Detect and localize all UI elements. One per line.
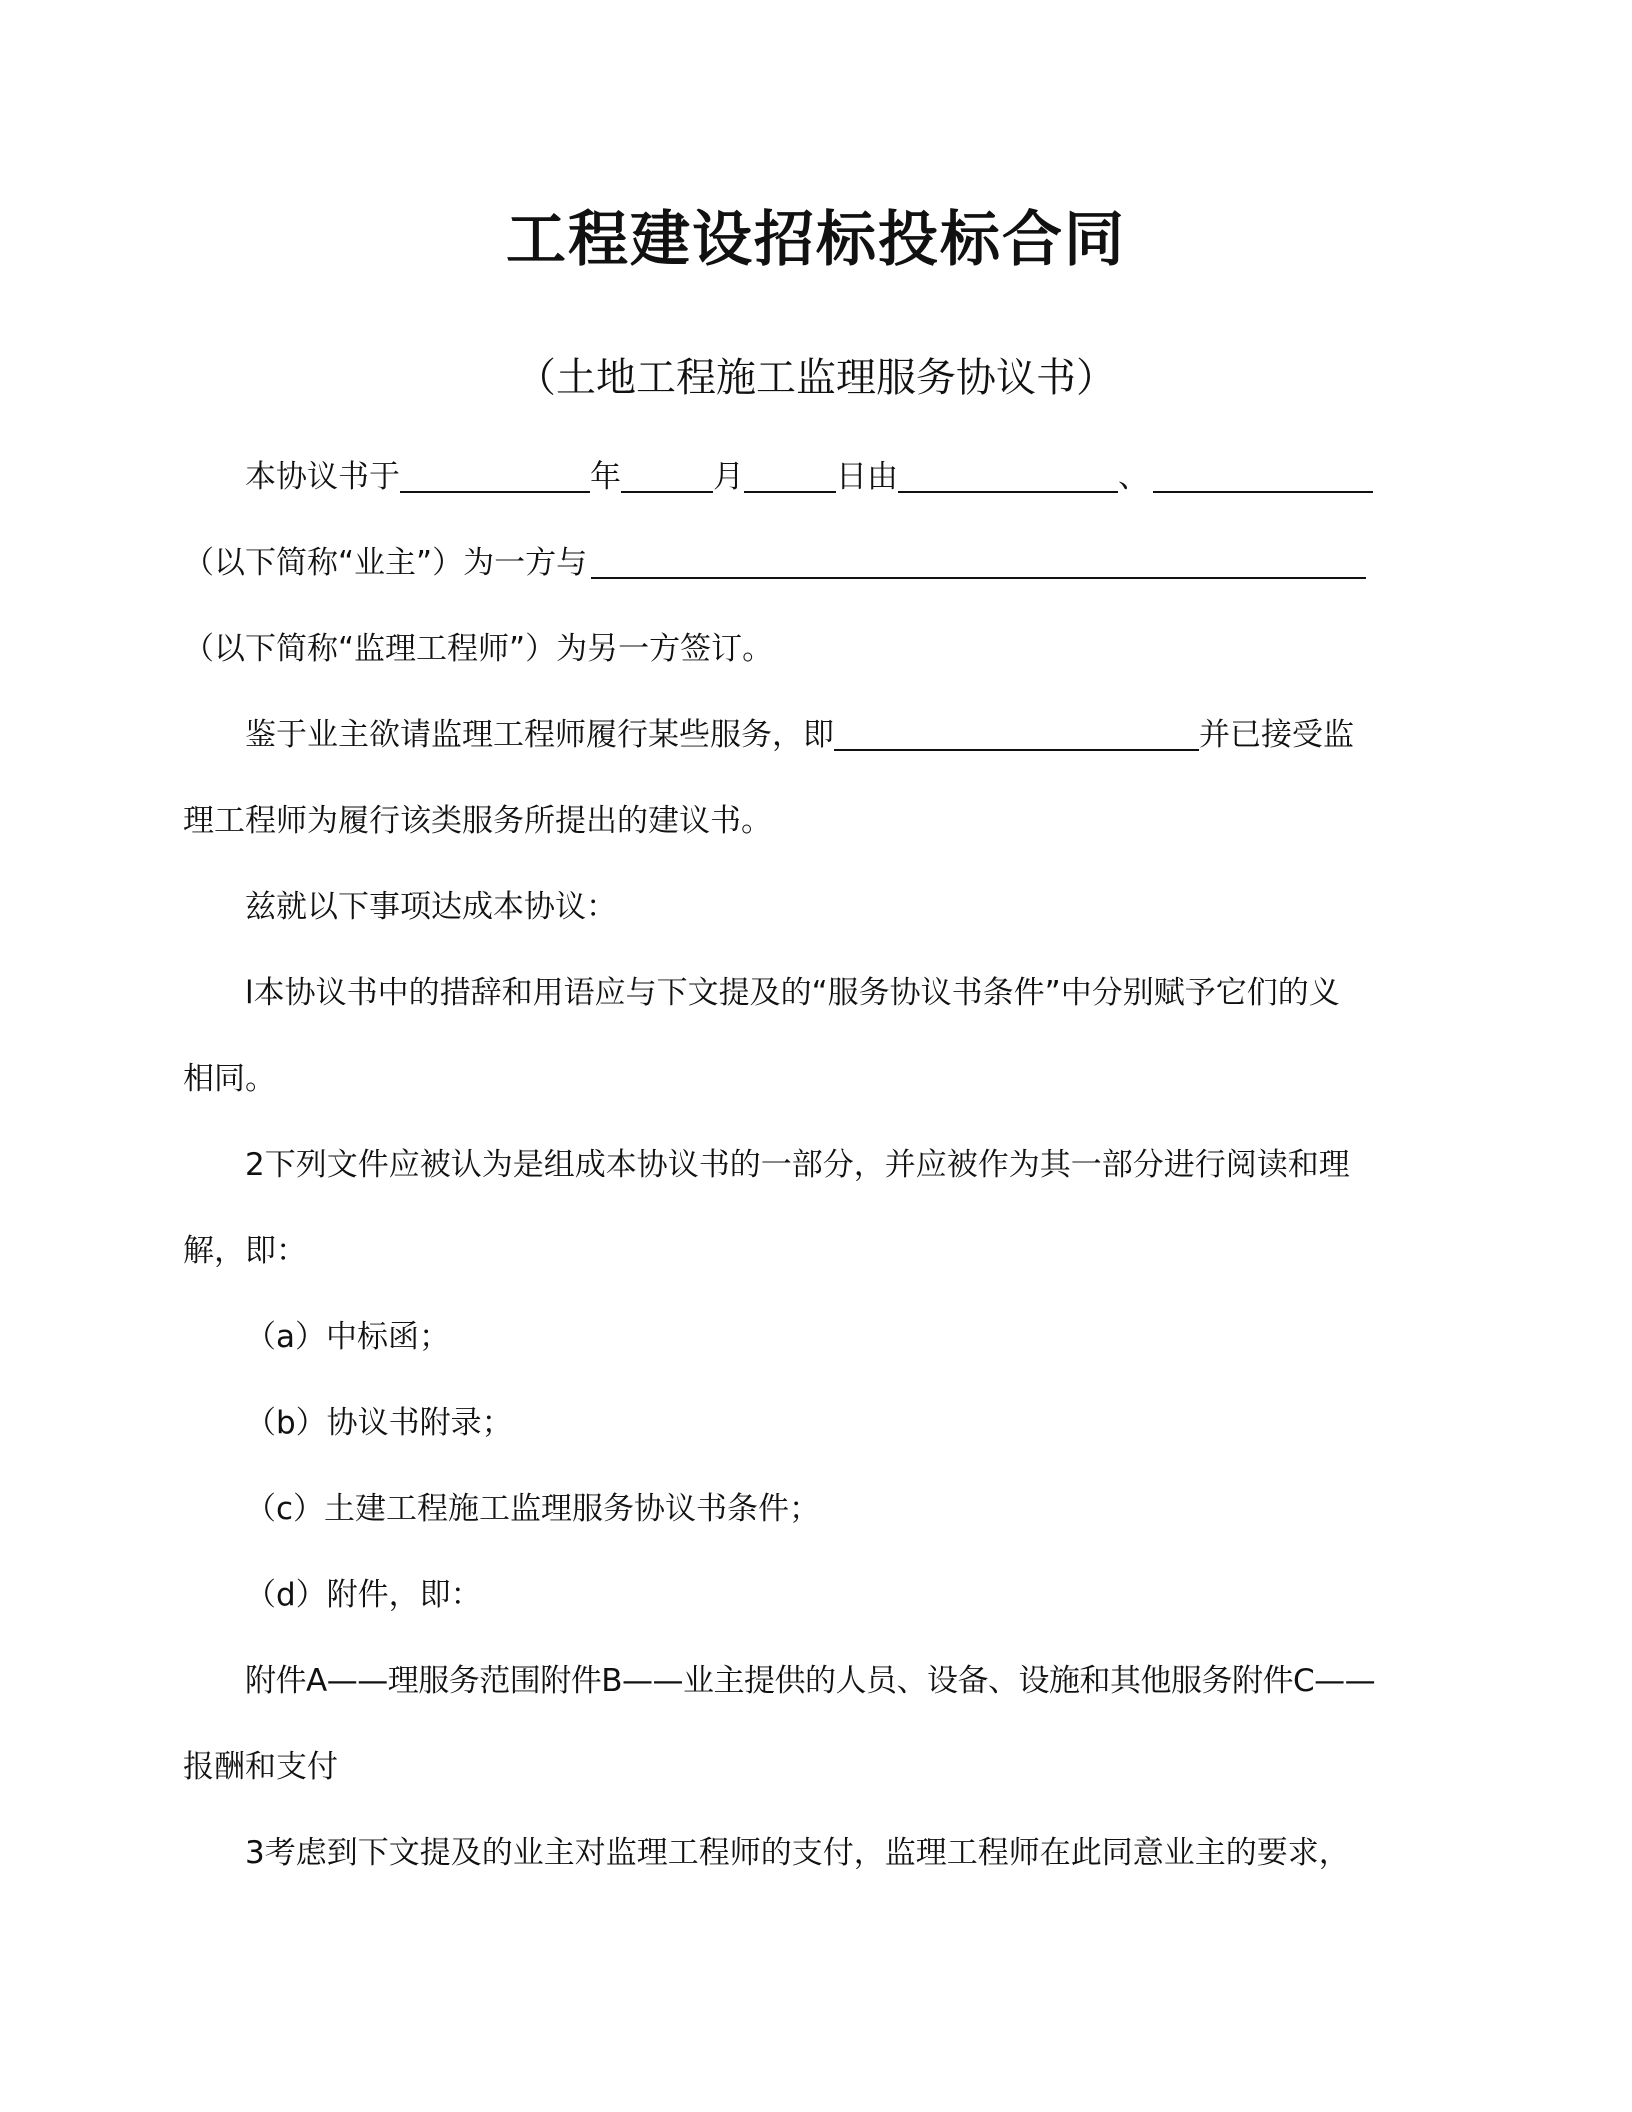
proposal-line: 理工程师为履行该类服务所提出的建议书。 [183, 803, 772, 839]
clause-3-line: 3考虑到下文提及的业主对监理工程师的支付，监理工程师在此同意业主的要求， [245, 1835, 1350, 1871]
list-item-b: （b）协议书附录； [245, 1405, 513, 1441]
day-label: 日由 [836, 459, 898, 495]
month-blank-field[interactable] [621, 457, 713, 493]
list-item-c: （c）土建工程施工监理服务协议书条件； [245, 1491, 821, 1527]
services-blank-field[interactable] [834, 715, 1199, 751]
attachments-line: 附件A——理服务范围附件B——业主提供的人员、设备、设施和其他服务附件C—— [245, 1663, 1376, 1699]
agreement-date-line [245, 455, 1373, 499]
owner-blank-field-2[interactable] [1153, 457, 1373, 493]
date-blank-field[interactable] [400, 457, 590, 493]
clause-2-continuation: 解，即： [183, 1233, 307, 1269]
services-prefix: 鉴于业主欲请监理工程师履行某些服务，即 [245, 717, 834, 753]
services-suffix: 并已接受监 [1199, 717, 1354, 753]
day-blank-field[interactable] [744, 457, 836, 493]
engineer-party-line: （以下简称“监理工程师”）为另一方签订。 [183, 631, 774, 667]
owner-blank-field-1[interactable] [898, 457, 1118, 493]
owner-party-line [183, 541, 1366, 585]
list-item-d: （d）附件，即： [245, 1577, 482, 1613]
services-line [245, 713, 1354, 757]
engineer-blank-field[interactable] [591, 543, 1366, 579]
separator-mark: 、 [1118, 459, 1149, 495]
clause-1-line: l本协议书中的措辞和用语应与下文提及的“服务协议书条件”中分别赋予它们的义 [245, 975, 1340, 1011]
clause-2-line: 2下列文件应被认为是组成本协议书的一部分，并应被作为其一部分进行阅读和理 [245, 1147, 1350, 1183]
document-subtitle: （土地工程施工监理服务协议书） [516, 355, 1116, 401]
date-prefix: 本协议书于 [245, 459, 400, 495]
agreement-intro-line: 兹就以下事项达成本协议： [245, 889, 617, 925]
clause-1-continuation: 相同。 [183, 1061, 276, 1097]
owner-party-text: （以下简称“业主”）为一方与 [183, 545, 588, 581]
year-label: 年 [590, 459, 621, 495]
attachments-continuation: 报酬和支付 [183, 1749, 338, 1785]
list-item-a: （a）中标函； [245, 1319, 450, 1355]
month-label: 月 [713, 459, 744, 495]
document-title: 工程建设招标投标合同 [506, 205, 1126, 275]
